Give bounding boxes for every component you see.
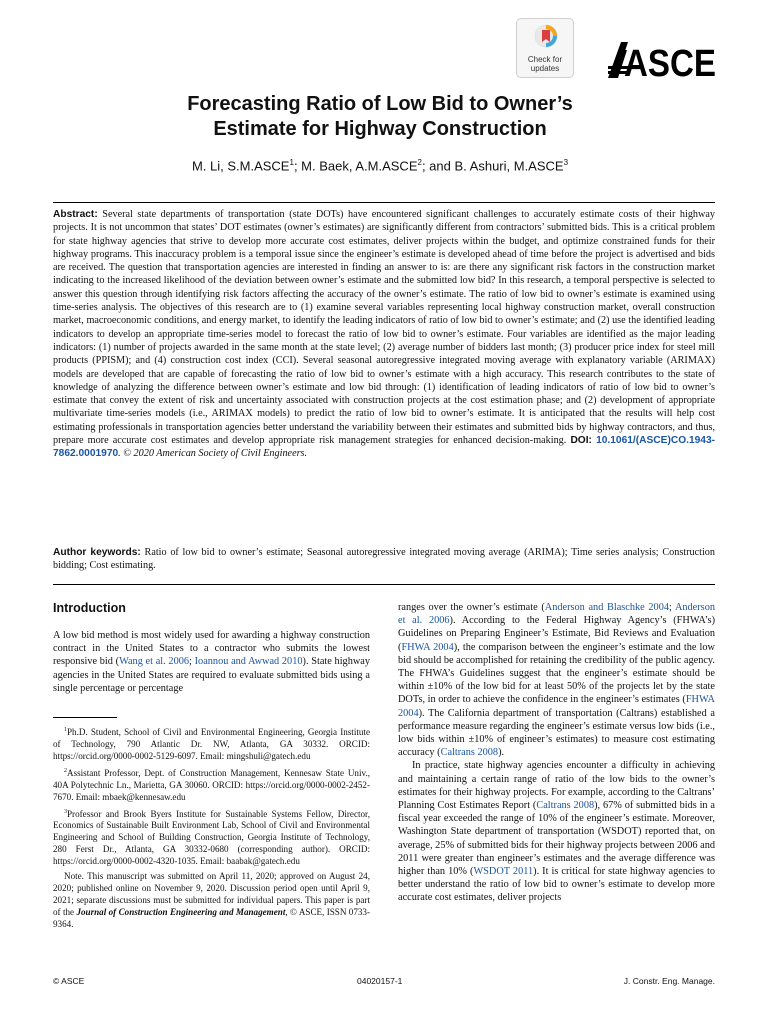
keywords-text: Ratio of low bid to owner’s estimate; Seasonal autoregressive integrated moving average (ARIMA); Time series analysis; Construction bidding; Cost estimating. <box>53 547 715 572</box>
footnote-text: Professor and Brook Byers Institute for Sustainable Systems Fellow, Director, Economics of Sustainable Built Environment Lab, School of Civil and Environmental Engineering and School of Building Construction, Georgia Institute of Technology, 280 Ferst Dr., Atlanta, GA 30332-0680 (corresponding author). ORCID: https://orcid.org/0000-0002-4320-1035. Email: baabak@gatech.edu <box>53 808 370 867</box>
doi-label: DOI: <box>570 435 592 447</box>
author-keywords <box>53 546 715 573</box>
citation-link[interactable]: Caltrans 2008 <box>440 747 499 759</box>
badge-line-1: Check for <box>527 55 563 64</box>
abstract-text: Several state departments of transportation (state DOTs) have encountered significant challenges to accurately estimate costs of their highway projects. It is not uncommon that states’ DOT estimates (owner’s estimates) are significantly different from contractors’ submitted bids. This is a critical problem for state highway agencies that strive to develop more accurate cost estimates, deliver projects within the budget, and optimize constrained funds for their highway programs. This inaccuracy problem is a temporal issue since the engineer’s estimate is developed ahead of time before the project is advertised and bids are received. The question that transportation agencies are interested in finding an answer to is: are there any significant risk factors in the construction market indicating to the increased likelihood of the deviation between owner’s estimate and the submitted low bid? In this research, a temporal perspective is selected to answer this question through identifying risk factors affecting the accuracy of the owner’s estimate. The ratio of low bid to owner’s estimate is examined using time-series analysis. The objectives of this research are to (1) examine several variables representing local highway construction market, overall construction market, macroeconomic conditions, and energy market, to identify the leading indicators of ratio of low bid to owner’s estimate; and (2) use the identified leading indicators to develop an appropriate time-series model to forecast the ratio of low bid to owner’s estimate. Four variables are identified as the major leading indicators: (1) number of projects awarded in the same month at the state level; (2) average number of bidders last month; (3) producer price index for steel mill products (PPISM); and (4) construction cost index (CCI). Several seasonal autoregressive integrated moving average with explanatory variable (ARIMAX) models are developed that are capable of forecasting the ratio of low bid to owner’s estimate with a high accuracy. This research contributes to the state of knowledge of analyzing the difference between owner’s estimate and low bid through: (1) identification of leading indicators of ratio of low bid to owner’s estimate that convey the extent of risk and uncertainty associated with construction projects at the cost estimation phase; and (2) development of appropriate multivariate time-series models (i.e., ARIMAX models) to predict the ratio of low bid to owner’s estimate. It is anticipated that the results will help cost estimating professionals in transportation agencies better understand the variability between their estimates and submitted bids by highway contractors, and thus, prepare more accurate cost estimates and develop appropriate risk management strategies for enhanced decision-making. <box>53 209 715 447</box>
text-run: ), the comparison between the engineer’s estimate and the low bid should be accomplished for retaining the credibility of the public agency. The FHWA’s Guidelines suggest that the engineer’s estimate should be within ±10% of the low bid for at least 50% of the projects let by the state DOTs, in order to achieve the confidence in the engineer’s estimates ( <box>398 641 715 706</box>
author-2-affil: 2 <box>417 158 422 167</box>
footer-copyright: © ASCE <box>53 976 85 986</box>
intro-paragraph-left <box>53 629 370 695</box>
keywords-bottom-rule <box>53 584 715 585</box>
crossmark-icon <box>534 24 558 54</box>
citation-link[interactable]: Anderson and Blaschke 2004 <box>544 602 669 613</box>
citation-link[interactable]: FHWA 2004 <box>398 694 715 719</box>
text-run: ), 67% of submitted bids in a fiscal year exceeded the range of 10% of the engineer’s estimate. Moreover, Washington State department of transportation (WSDOT) reported that, on average, 25% of submitted bids for their highway projects between 2006 and 2011 were greater than engineer’s estimates and the average difference was higher than 10% ( <box>398 800 715 878</box>
intro-right-column <box>398 601 715 905</box>
citation-link[interactable]: Anderson et al. 2006 <box>398 602 715 627</box>
intro-paragraph-right-1 <box>398 601 715 759</box>
note-text: Note. This manuscript was submitted on April 11, 2020; approved on August 24, 2020; published online on November 9, 2020. Discussion period open until April 9, 2021; separate discussions must be submitted for individual papers. This paper is part of the <box>53 871 370 917</box>
text-run: ). State highway agencies in the United States are required to evaluate submitted bids using a single percentage or percentage <box>53 656 371 694</box>
footer-article-number: 04020157-1 <box>357 976 403 986</box>
text-run: ; <box>669 602 675 613</box>
citation-link[interactable]: WSDOT 2011 <box>473 866 534 878</box>
author-footnotes <box>53 725 370 934</box>
submission-note <box>53 871 370 931</box>
check-for-updates-badge[interactable] <box>516 18 574 78</box>
author-separator: ; <box>293 158 302 174</box>
footnote-text: Ph.D. Student, School of Civil and Environmental Engineering, Georgia Institute of Technology, 790 Atlantic Dr. NW, Atlanta, GA 30332. ORCID: https://orcid.org/0000-0002-5129-6097. Email: mingshuli@gatech.edu <box>53 727 370 761</box>
introduction-heading: Introduction <box>53 601 126 615</box>
text-run: ). The California department of transportation (Caltrans) established a performance measure regarding the engineer’s estimate versus low bids (i.e., low bids within ±10% of engineer’s estimates) to measure cost estimating accuracy ( <box>398 707 715 759</box>
footnote-marker: 1 <box>64 727 67 733</box>
journal-name: Journal of Construction Engineering and Management <box>76 906 286 917</box>
keywords-label: Author keywords: <box>53 547 141 558</box>
text-run: ). It is critical for state highway agencies to better understand the ratio of low bid to owner’s estimate to develop more accurate cost estimates, deliver projects <box>398 866 715 904</box>
citation-link[interactable]: FHWA 2004 <box>401 641 454 653</box>
note-text: , © ASCE, ISSN 0733-9364. <box>53 906 371 929</box>
footnote-rule <box>53 717 117 718</box>
author-1[interactable]: M. Li, S.M.ASCE <box>191 158 290 174</box>
paper-title-line-2: Estimate for Highway Construction <box>213 118 547 140</box>
copyright-notice: . © 2020 American Society of Civil Engineers. <box>118 448 308 460</box>
footnote-2 <box>53 766 370 804</box>
paper-title <box>80 92 680 142</box>
intro-paragraph-right-2 <box>398 759 715 904</box>
citation-link[interactable]: Caltrans 2008 <box>536 800 595 812</box>
badge-line-2: updates <box>530 64 560 73</box>
text-run: A low bid method is most widely used for awarding a highway construction contract in the United States to a contractor who submits the lowest responsive bid ( <box>53 630 370 668</box>
abstract-label: Abstract: <box>53 209 98 220</box>
author-2[interactable]: M. Baek, A.M.ASCE <box>301 158 418 174</box>
abstract-top-rule <box>53 202 715 203</box>
paper-title-line-1: Forecasting Ratio of Low Bid to Owner’s <box>187 93 573 115</box>
author-1-affil: 1 <box>289 158 294 167</box>
badge-label <box>517 55 573 73</box>
text-run: ranges over the owner’s estimate ( <box>398 602 545 613</box>
abstract <box>53 208 715 461</box>
footnote-1 <box>53 725 370 763</box>
author-separator: ; and <box>421 158 455 174</box>
author-3[interactable]: B. Ashuri, M.ASCE <box>454 158 564 174</box>
text-run: ). <box>498 747 505 759</box>
footer-journal: J. Constr. Eng. Manage. <box>623 976 715 986</box>
author-line <box>80 158 680 173</box>
logo-text: ASCE <box>624 43 716 85</box>
citation-link[interactable]: Ioannou and Awwad 2010 <box>194 656 303 668</box>
doi-link[interactable]: 10.1061/(ASCE)CO.1943-7862.0001970 <box>53 435 716 460</box>
citation-link[interactable]: Wang et al. 2006 <box>119 656 190 668</box>
text-run: In practice, state highway agencies encounter a difficulty in achieving and maintaining a certain range of ratio of the low bids to the owner’s estimates for their highway projects. For example, according to the Caltrans’ Planning Cost Estimates Report ( <box>398 760 715 812</box>
text-run: ; <box>189 656 195 668</box>
footnote-marker: 2 <box>64 767 67 774</box>
footnote-3 <box>53 807 370 869</box>
text-run: ). According to the Federal Highway Agency’s (FHWA’s) Guidelines on Preparing Engineer’s Estimate, Bid Reviews and Evaluation ( <box>398 615 715 653</box>
footnote-marker: 3 <box>64 808 67 815</box>
footnote-text: Assistant Professor, Dept. of Construction Management, Kennesaw State Univ., 40A Polytechnic Ln., Marietta, GA 30060. ORCID: https://orcid.org/0000-0002-2452-7670. Email: mbaek@kennesaw.edu <box>53 767 370 802</box>
author-3-affil: 3 <box>563 158 569 167</box>
asce-logo <box>608 40 716 85</box>
